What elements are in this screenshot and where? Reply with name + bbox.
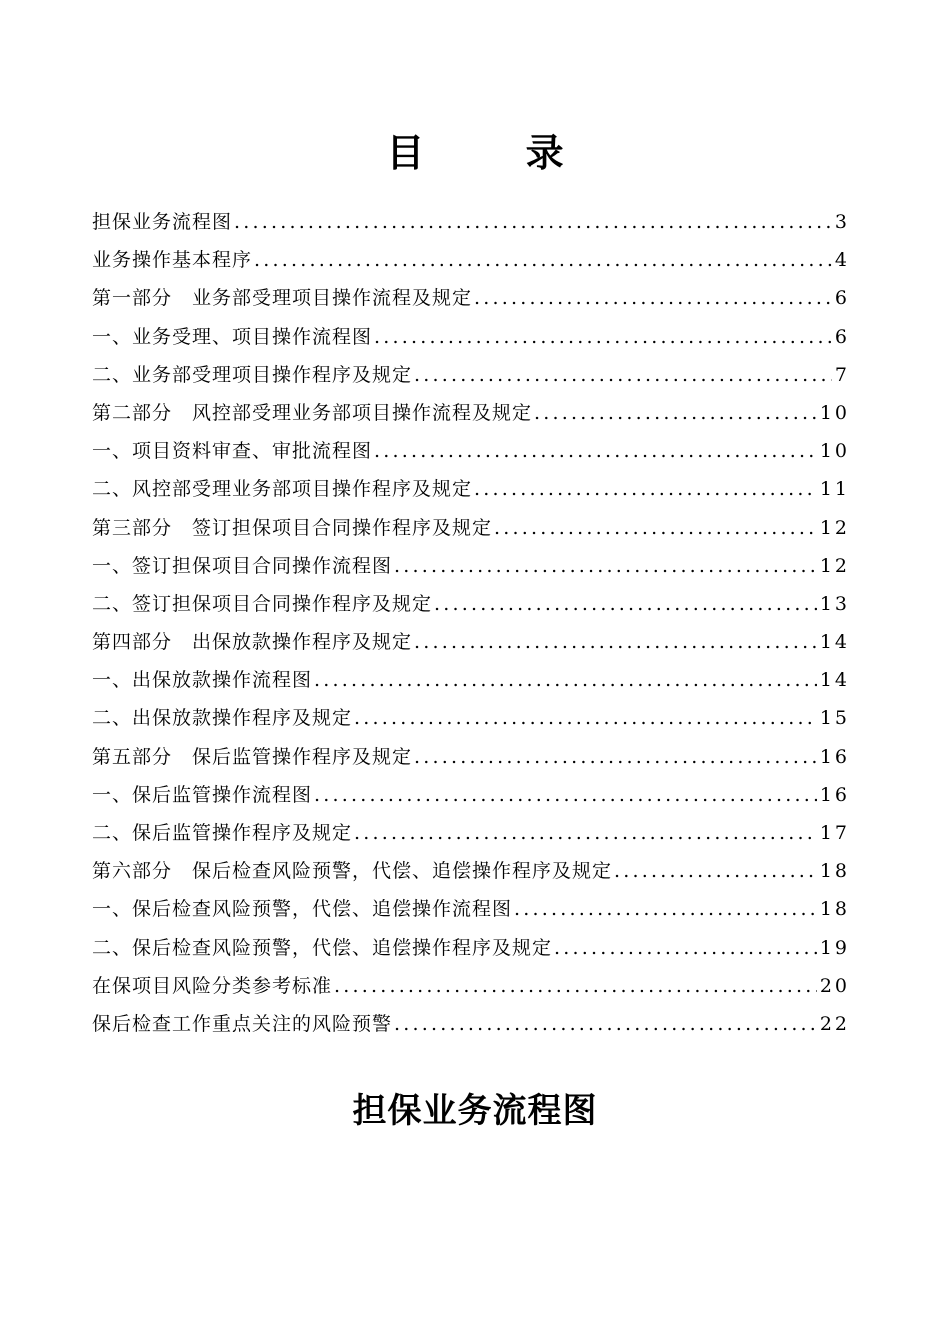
toc-entry-text: 第二部分 风控部受理业务部项目操作流程及规定 <box>92 401 533 424</box>
toc-leader-dots <box>354 814 817 852</box>
toc-entry[interactable] <box>92 356 850 394</box>
toc-page-number: 16 <box>819 783 850 806</box>
toc-entry[interactable] <box>92 279 850 317</box>
toc-entry[interactable] <box>92 776 850 814</box>
toc-leader-dots <box>474 279 832 317</box>
toc-page-number: 15 <box>819 707 850 730</box>
toc-leader-dots <box>374 318 832 356</box>
toc-entry-text: 业务操作基本程序 <box>92 249 253 272</box>
toc-leader-dots <box>234 203 832 241</box>
toc-leader-dots <box>474 470 817 508</box>
toc-entry[interactable] <box>92 738 850 776</box>
toc-leader-dots <box>614 852 817 890</box>
toc-entry-text: 一、签订担保项目合同操作流程图 <box>92 554 393 577</box>
toc-leader-dots <box>414 623 817 661</box>
toc-page-number: 19 <box>819 936 850 959</box>
section-heading: 担保业务流程图 <box>352 1091 598 1131</box>
toc-page-number: 13 <box>819 592 850 615</box>
toc-page-number: 12 <box>819 554 850 577</box>
toc-entry-text: 在保项目风险分类参考标准 <box>92 974 333 997</box>
toc-leader-dots <box>394 1005 817 1043</box>
toc-entry-text: 一、出保放款操作流程图 <box>92 669 313 692</box>
toc-title: 目 录 <box>386 130 608 175</box>
toc-entry[interactable] <box>92 509 850 547</box>
toc-entry-text: 第四部分 出保放款操作程序及规定 <box>92 631 413 654</box>
toc-entry-text: 一、保后检查风险预警，代偿、追偿操作流程图 <box>92 898 513 921</box>
toc-entry[interactable] <box>92 432 850 470</box>
toc-leader-dots <box>314 776 817 814</box>
toc-entry[interactable] <box>92 318 850 356</box>
toc-leader-dots <box>414 356 832 394</box>
toc-page-number: 12 <box>819 516 850 539</box>
toc-page-number: 14 <box>819 631 850 654</box>
toc-leader-dots <box>534 394 817 432</box>
toc-entry-text: 第三部分 签订担保项目合同操作程序及规定 <box>92 516 493 539</box>
toc-entry[interactable] <box>92 547 850 585</box>
toc-entry[interactable] <box>92 814 850 852</box>
toc-page-number: 10 <box>819 440 850 463</box>
toc-leader-dots <box>254 241 832 279</box>
toc-leader-dots <box>434 585 817 623</box>
toc-entry[interactable] <box>92 967 850 1005</box>
toc-leader-dots <box>414 738 817 776</box>
toc-entry-text: 二、风控部受理业务部项目操作程序及规定 <box>92 478 473 501</box>
toc-entry[interactable] <box>92 929 850 967</box>
toc-entry-text: 一、保后监管操作流程图 <box>92 783 313 806</box>
toc-leader-dots <box>494 509 817 547</box>
toc-entry-text: 第五部分 保后监管操作程序及规定 <box>92 745 413 768</box>
toc-entry-text: 二、签订担保项目合同操作程序及规定 <box>92 592 433 615</box>
toc-page-number: 3 <box>834 211 850 233</box>
toc-entry-text: 二、保后监管操作程序及规定 <box>92 822 353 844</box>
toc-entry-text: 一、项目资料审查、审批流程图 <box>92 440 373 463</box>
toc-entry[interactable] <box>92 203 850 241</box>
toc-page-number: 18 <box>819 898 850 921</box>
toc-leader-dots <box>354 699 817 737</box>
toc-leader-dots <box>334 967 817 1005</box>
toc-page-number: 18 <box>819 860 850 883</box>
toc-page-number: 7 <box>834 363 850 386</box>
toc-page-number: 22 <box>819 1012 850 1035</box>
toc-entry[interactable] <box>92 661 850 699</box>
toc-entry[interactable] <box>92 585 850 623</box>
toc-page-number: 6 <box>834 287 850 310</box>
toc-entry-text: 第六部分 保后检查风险预警，代偿、追偿操作程序及规定 <box>92 860 613 883</box>
toc-page-number: 11 <box>819 478 850 501</box>
toc-leader-dots <box>374 432 817 470</box>
toc-entry[interactable] <box>92 1005 850 1043</box>
toc-leader-dots <box>514 890 817 928</box>
toc-leader-dots <box>314 661 817 699</box>
toc-page-number: 17 <box>819 822 850 844</box>
toc-page-number: 14 <box>819 669 850 692</box>
toc-entry-text: 担保业务流程图 <box>92 211 233 233</box>
toc-entry[interactable] <box>92 699 850 737</box>
toc-entry[interactable] <box>92 852 850 890</box>
toc-page-number: 4 <box>834 249 850 272</box>
toc-entry[interactable] <box>92 470 850 508</box>
toc-page-number: 10 <box>819 401 850 424</box>
toc-page-number: 6 <box>834 325 850 348</box>
toc-entry-text: 一、业务受理、项目操作流程图 <box>92 325 373 348</box>
toc-leader-dots <box>394 547 817 585</box>
toc-entry-text: 二、出保放款操作程序及规定 <box>92 707 353 730</box>
toc-entry-text: 第一部分 业务部受理项目操作流程及规定 <box>92 287 473 310</box>
toc-list <box>92 203 850 1043</box>
toc-page-number: 16 <box>819 745 850 768</box>
toc-entry[interactable] <box>92 241 850 279</box>
toc-entry-text: 二、保后检查风险预警，代偿、追偿操作程序及规定 <box>92 936 553 959</box>
toc-page-number: 20 <box>819 974 850 997</box>
toc-leader-dots <box>554 929 817 967</box>
toc-entry[interactable] <box>92 890 850 928</box>
toc-entry[interactable] <box>92 623 850 661</box>
toc-entry-text: 二、业务部受理项目操作程序及规定 <box>92 363 413 386</box>
toc-entry[interactable] <box>92 394 850 432</box>
toc-entry-text: 保后检查工作重点关注的风险预警 <box>92 1012 393 1035</box>
